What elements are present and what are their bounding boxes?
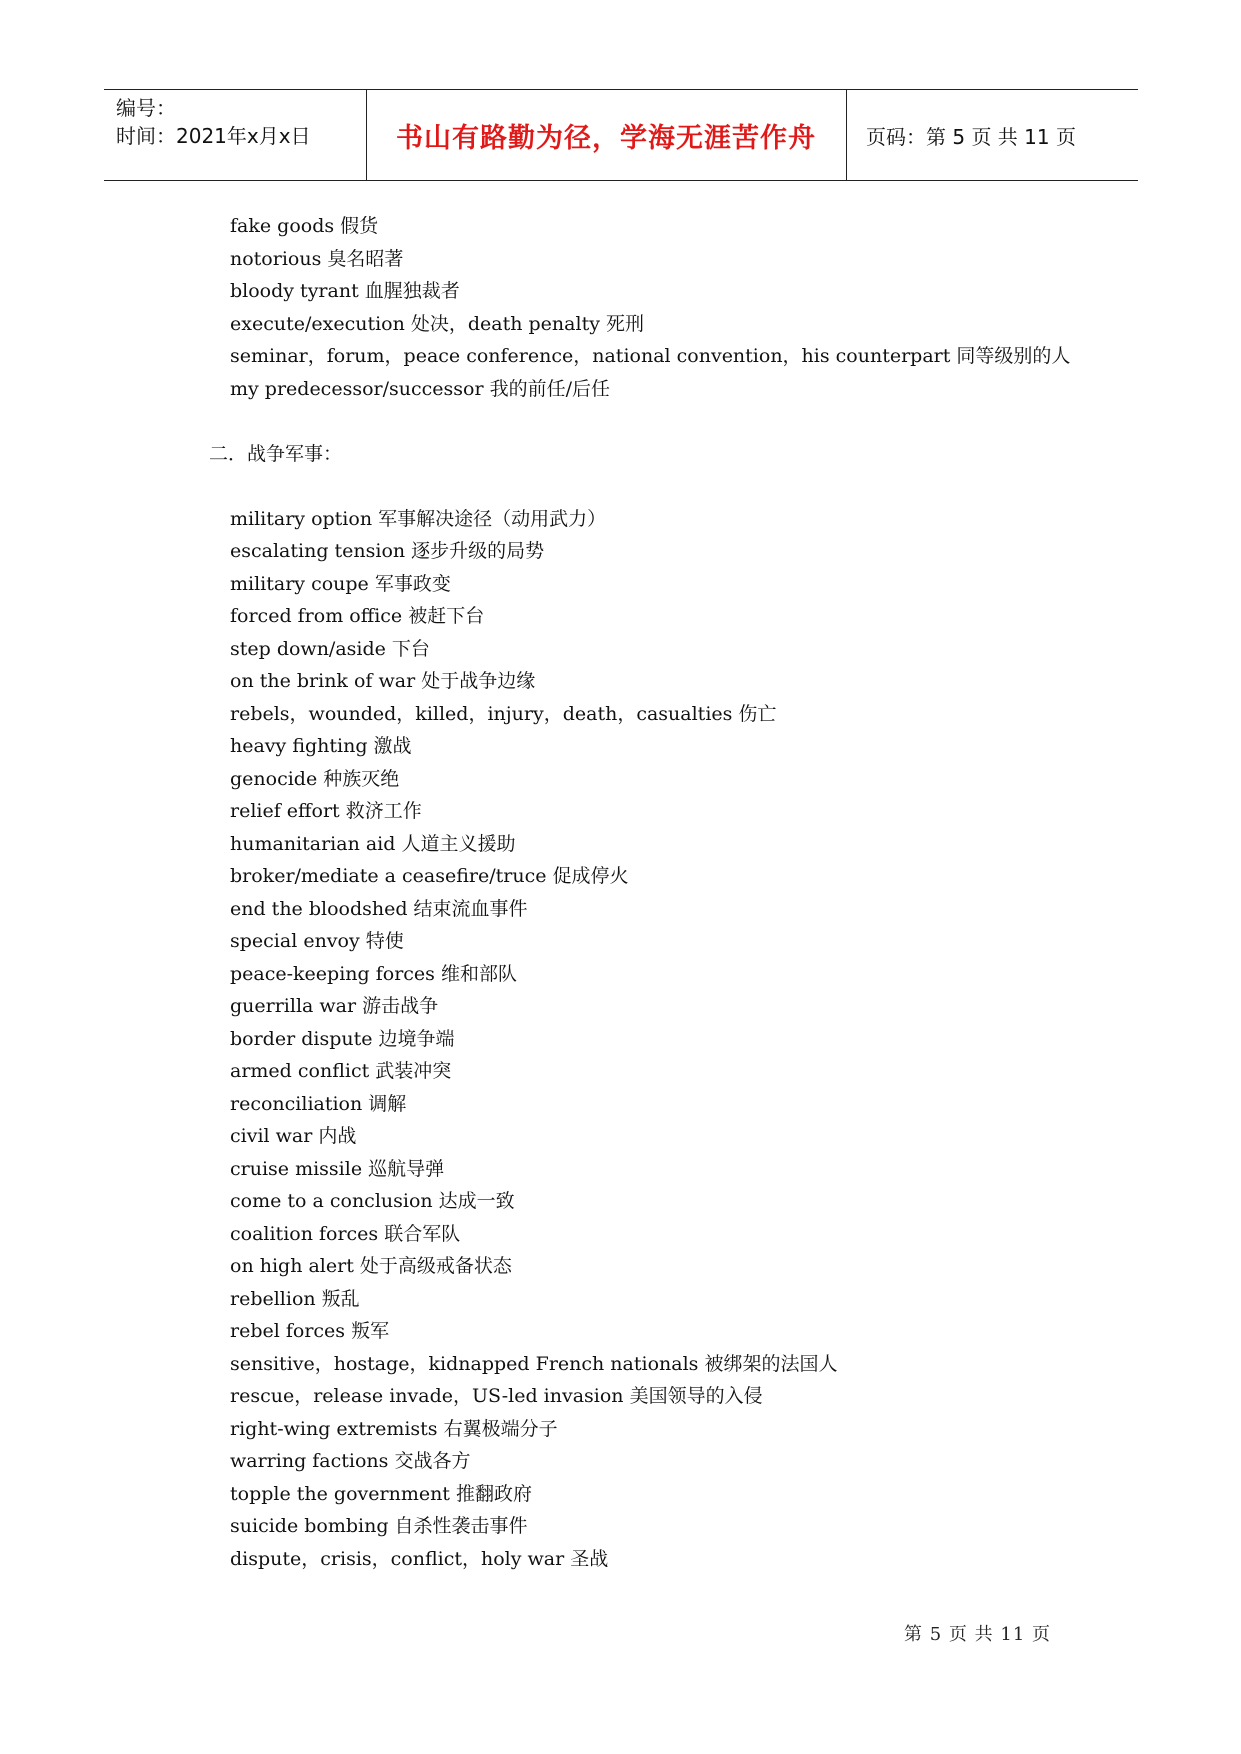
vocabulary-entry: topple the government 推翻政府 [230,1482,532,1505]
section-heading-war-military: 二．战争军事： [209,442,343,465]
page-footer: 第 5 页 共 11 页 [904,1624,1051,1645]
vocabulary-entry: my predecessor/successor 我的前任/后任 [230,377,610,400]
spacer [230,470,1130,503]
vocabulary-entry: special envoy 特使 [230,930,404,952]
header-divider [366,90,367,180]
vocabulary-entry: rebels，wounded，killed，injury，death，casualties 伤亡 [230,702,777,725]
vocabulary-entry: suicide bombing 自杀性袭击事件 [230,1515,528,1537]
header-meta [116,94,366,150]
vocabulary-entry: step down/aside 下台 [230,637,430,660]
vocabulary-entry: end the bloodshed 结束流血事件 [230,897,528,920]
header-number: 编号： [116,96,176,120]
vocabulary-entry: military option 军事解决途径（动用武力） [230,507,607,530]
vocabulary-entry: genocide 种族灭绝 [230,767,400,790]
vocabulary-entry: guerrilla war 游击战争 [230,995,439,1017]
vocabulary-entry: peace-keeping forces 维和部队 [230,962,517,985]
vocabulary-entry: warring factions 交战各方 [230,1450,471,1472]
vocabulary-entry: rebel forces 叛军 [230,1320,390,1342]
vocabulary-entry: coalition forces 联合军队 [230,1222,461,1245]
vocabulary-entry: military coupe 军事政变 [230,572,451,595]
vocabulary-entry: reconciliation 调解 [230,1092,407,1115]
vocabulary-entry: execute/execution 处决，death penalty 死刑 [230,312,644,335]
vocabulary-entry: notorious 臭名昭著 [230,247,404,270]
vocabulary-entry: rescue，release invade，US-led invasion 美国领导的入侵 [230,1385,763,1407]
vocabulary-entry: fake goods 假货 [230,215,379,237]
header-page-number: 页码：第 5 页 共 11 页 [866,124,1076,149]
vocabulary-entry: relief effort 救济工作 [230,800,422,822]
vocabulary-entry: bloody tyrant 血腥独裁者 [230,280,460,302]
vocabulary-entry: armed conflict 武装冲突 [230,1060,452,1082]
vocabulary-entry: right-wing extremists 右翼极端分子 [230,1417,558,1440]
vocabulary-entry: civil war 内战 [230,1125,357,1147]
vocabulary-entry: seminar，forum，peace conference，national convention，his counterpart 同等级别的人 [230,345,1071,367]
vocabulary-entry: broker/mediate a ceasefire/truce 促成停火 [230,865,629,887]
header-motto: 书山有路勤为径，学海无涯苦作舟 [396,122,816,154]
vocabulary-entry: on high alert 处于高级戒备状态 [230,1255,512,1277]
vocabulary-entry: cruise missile 巡航导弹 [230,1157,445,1180]
vocabulary-group-war-military [230,503,1130,1576]
vocabulary-group-general [230,210,1130,405]
vocabulary-list [209,210,1130,1575]
vocabulary-entry: sensitive，hostage，kidnapped French nationals 被绑架的法国人 [230,1352,838,1375]
vocabulary-entry: come to a conclusion 达成一致 [230,1190,515,1212]
vocabulary-entry: border dispute 边境争端 [230,1027,455,1050]
header-divider [846,90,847,180]
vocabulary-entry: heavy fighting 激战 [230,735,412,757]
vocabulary-entry: escalating tension 逐步升级的局势 [230,540,545,562]
vocabulary-entry: forced from office 被赶下台 [230,605,485,627]
vocabulary-entry: rebellion 叛乱 [230,1287,360,1310]
spacer [230,405,1130,438]
page-header [104,89,1138,181]
vocabulary-entry: dispute，crisis，conflict，holy war 圣战 [230,1547,609,1570]
vocabulary-entry: humanitarian aid 人道主义援助 [230,832,516,855]
header-time: 时间：2021年x月x日 [116,124,311,148]
vocabulary-entry: on the brink of war 处于战争边缘 [230,670,536,692]
